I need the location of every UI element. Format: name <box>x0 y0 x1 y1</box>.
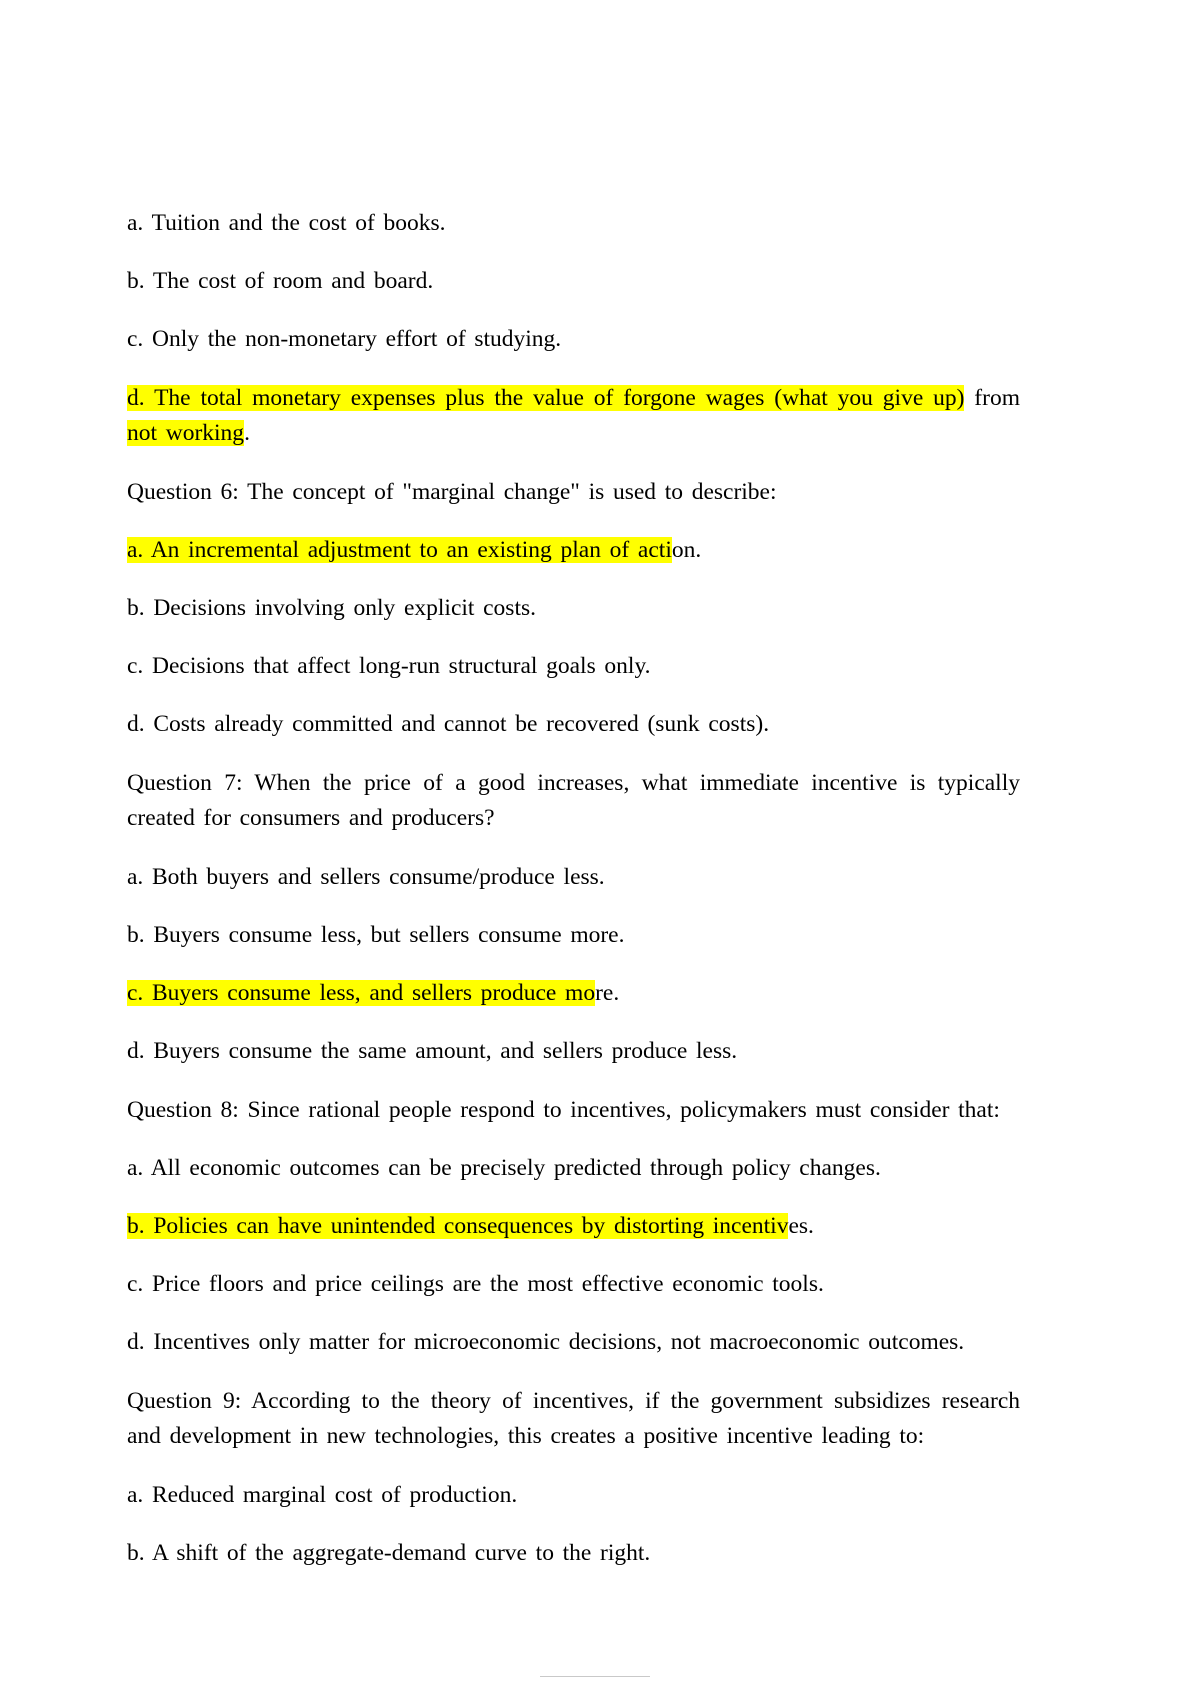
answer-option-q9-a <box>127 1478 1020 1514</box>
answer-option-q9-b <box>127 1536 1020 1572</box>
plain-text: Question 7: When the price of a good increases, what immediate incentive is typically created for consumers and producers? <box>127 769 1020 832</box>
plain-text: from <box>964 384 1020 411</box>
plain-text: es. <box>788 1212 814 1239</box>
plain-text: re. <box>595 980 620 1007</box>
answer-option-q6-a <box>127 533 1020 569</box>
answer-option-q7-a <box>127 860 1020 896</box>
answer-option-q5-b <box>127 264 1020 300</box>
answer-option-q5-d <box>127 381 1020 452</box>
question-7 <box>127 766 1020 837</box>
answer-option-q8-c <box>127 1267 1020 1303</box>
plain-text: b. Decisions involving only explicit costs. <box>127 595 536 622</box>
answer-option-q7-c <box>127 976 1020 1012</box>
plain-text: d. Costs already committed and cannot be recovered (sunk costs). <box>127 711 770 738</box>
plain-text: c. Only the non-monetary effort of studying. <box>127 326 562 353</box>
answer-option-q8-b <box>127 1209 1020 1245</box>
plain-text: a. Tuition and the cost of books. <box>127 210 446 236</box>
highlighted-text: b. Policies can have unintended consequences by distorting incentiv <box>127 1212 789 1239</box>
highlighted-text: not working <box>127 420 245 447</box>
plain-text: c. Decisions that affect long-run structural goals only. <box>127 653 651 680</box>
answer-option-q6-d <box>127 707 1020 743</box>
plain-text: d. Buyers consume the same amount, and sellers produce less. <box>127 1038 738 1065</box>
plain-text: d. Incentives only matter for microeconomic decisions, not macroeconomic outcomes. <box>127 1329 965 1356</box>
answer-option-q6-b <box>127 591 1020 627</box>
page-footer-rule <box>540 1676 650 1677</box>
plain-text: . <box>244 420 250 447</box>
plain-text: b. Buyers consume less, but sellers consume more. <box>127 921 625 948</box>
document-body <box>127 206 1020 1571</box>
plain-text: a. All economic outcomes can be precisely predicted through policy changes. <box>127 1154 881 1181</box>
plain-text: Question 6: The concept of "marginal change" is used to describe: <box>127 478 777 505</box>
highlighted-text: c. Buyers consume less, and sellers produce mo <box>127 980 596 1007</box>
highlighted-text: a. An incremental adjustment to an existing plan of acti <box>127 536 672 563</box>
plain-text: b. A shift of the aggregate-demand curve to the right. <box>127 1539 651 1566</box>
answer-option-q7-d <box>127 1034 1020 1070</box>
plain-text: a. Reduced marginal cost of production. <box>127 1481 518 1508</box>
question-9 <box>127 1384 1020 1455</box>
plain-text: Question 9: According to the theory of incentives, if the government subsidizes research and development in new technologies, this creates a positive incentive leading to: <box>127 1387 1020 1450</box>
plain-text: a. Both buyers and sellers consume/produce less. <box>127 863 605 890</box>
answer-option-q8-d <box>127 1325 1020 1361</box>
plain-text: Question 8: Since rational people respond to incentives, policymakers must consider that: <box>127 1096 1000 1123</box>
plain-text: on. <box>671 536 702 563</box>
question-6 <box>127 475 1020 511</box>
answer-option-q8-a <box>127 1151 1020 1187</box>
plain-text: b. The cost of room and board. <box>127 268 434 295</box>
answer-option-q5-c <box>127 322 1020 358</box>
answer-option-q7-b <box>127 918 1020 954</box>
plain-text: c. Price floors and price ceilings are the most effective economic tools. <box>127 1271 824 1298</box>
answer-option-q5-a <box>127 206 1020 242</box>
highlighted-text: d. The total monetary expenses plus the value of forgone wages (what you give up) <box>127 384 965 411</box>
answer-option-q6-c <box>127 649 1020 685</box>
question-8 <box>127 1093 1020 1129</box>
